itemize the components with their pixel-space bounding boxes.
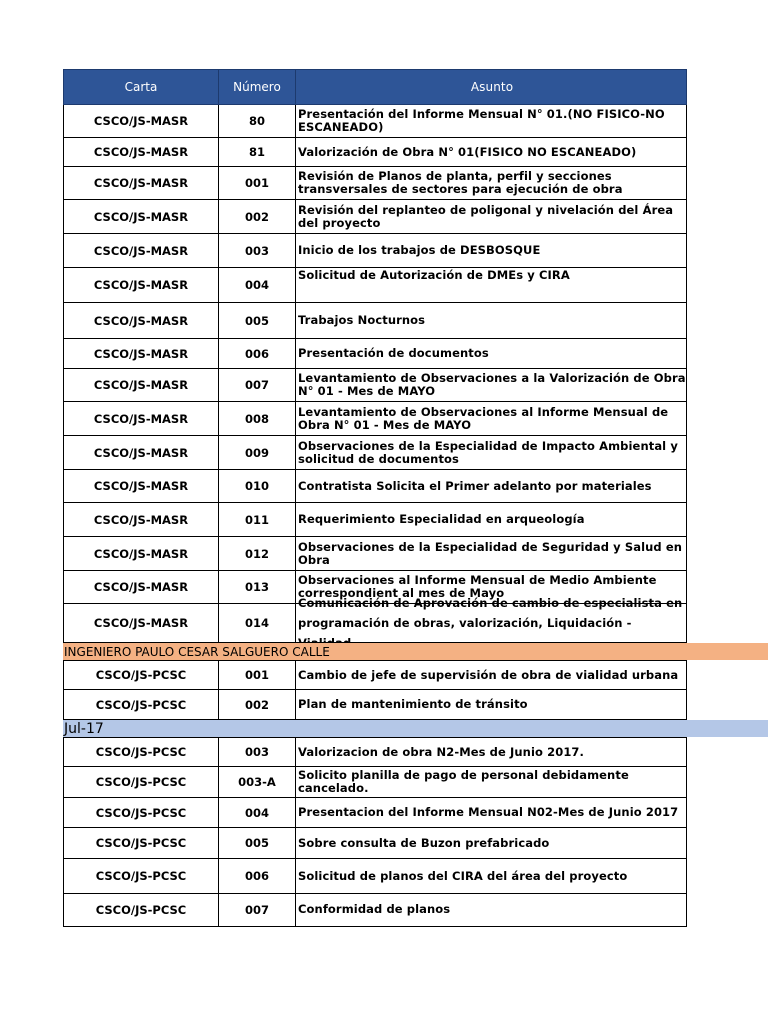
cell-numero[interactable]: 003 (219, 234, 296, 268)
cell-carta[interactable]: CSCO/JS-PCSC (63, 894, 219, 927)
cell-numero[interactable]: 002 (219, 690, 296, 720)
cell-carta[interactable]: CSCO/JS-MASR (63, 503, 219, 537)
cell-numero[interactable]: 009 (219, 436, 296, 470)
cell-asunto[interactable]: Presentación de documentos (296, 339, 687, 369)
table-row[interactable] (63, 859, 687, 894)
table-row[interactable] (63, 268, 687, 303)
table-row[interactable] (63, 894, 687, 927)
cell-numero[interactable]: 007 (219, 894, 296, 927)
cell-asunto[interactable]: Inicio de los trabajos de DESBOSQUE (296, 234, 687, 268)
cell-numero[interactable]: 004 (219, 798, 296, 828)
cell-asunto[interactable]: Trabajos Nocturnos (296, 303, 687, 339)
table-row[interactable] (63, 596, 687, 643)
cell-carta[interactable]: CSCO/JS-PCSC (63, 661, 219, 690)
table-row[interactable] (63, 105, 687, 138)
cell-asunto[interactable]: Sobre consulta de Buzon prefabricado (296, 828, 687, 859)
cell-asunto[interactable]: Contratista Solicita el Primer adelanto por materiales (296, 470, 687, 503)
cell-numero[interactable]: 001 (219, 661, 296, 690)
cell-numero[interactable]: 006 (219, 339, 296, 369)
header-numero[interactable]: Número (219, 69, 296, 105)
cell-asunto[interactable]: Revisión del replanteo de poligonal y nivelación del Área del proyecto (296, 200, 687, 234)
cell-carta[interactable]: CSCO/JS-PCSC (63, 859, 219, 894)
cell-numero[interactable]: 005 (219, 303, 296, 339)
cell-carta[interactable]: CSCO/JS-MASR (63, 138, 219, 167)
cell-carta[interactable]: CSCO/JS-MASR (63, 303, 219, 339)
table-row[interactable] (63, 537, 687, 571)
cell-asunto[interactable]: Observaciones al Informe Mensual de Medio Ambiente correspondient al mes de Mayo (296, 571, 687, 604)
cell-asunto[interactable]: Levantamiento de Observaciones al Informe Mensual de Obra N° 01 - Mes de MAYO (296, 402, 687, 436)
cell-carta[interactable]: CSCO/JS-MASR (63, 200, 219, 234)
cell-carta[interactable]: CSCO/JS-MASR (63, 339, 219, 369)
cell-asunto[interactable]: Comunicación de Aprovación de cambio de especialista en programación de obras, valorización, Liquidación - (296, 604, 687, 643)
cell-numero[interactable]: 003-A (219, 767, 296, 798)
cell-numero[interactable]: 013 (219, 571, 296, 604)
cell-numero[interactable]: 012 (219, 537, 296, 571)
cell-carta[interactable]: CSCO/JS-MASR (63, 470, 219, 503)
cell-asunto[interactable]: Observaciones de la Especialidad de Impacto Ambiental y solicitud de documentos (296, 436, 687, 470)
cell-asunto[interactable]: Valorización de Obra N° 01(FISICO NO ESCANEADO) (296, 138, 687, 167)
cell-asunto[interactable]: Plan de mantenimiento de tránsito (296, 690, 687, 720)
cell-numero[interactable]: 014 (219, 604, 296, 643)
table-row[interactable] (63, 369, 687, 402)
cell-carta[interactable]: CSCO/JS-PCSC (63, 798, 219, 828)
table-row[interactable] (63, 737, 687, 767)
cell-asunto[interactable]: Revisión de Planos de planta, perfil y secciones transversales de sectores para ejecución de obra (296, 167, 687, 200)
cell-carta[interactable]: CSCO/JS-MASR (63, 571, 219, 604)
table-row[interactable] (63, 138, 687, 167)
cell-numero[interactable]: 80 (219, 105, 296, 138)
cell-carta[interactable]: CSCO/JS-PCSC (63, 767, 219, 798)
month-section-band[interactable]: Jul-17 (63, 720, 768, 737)
cell-carta[interactable]: CSCO/JS-MASR (63, 167, 219, 200)
cell-carta[interactable]: CSCO/JS-MASR (63, 369, 219, 402)
table-row[interactable] (63, 690, 687, 720)
cell-numero[interactable]: 011 (219, 503, 296, 537)
cell-carta[interactable]: CSCO/JS-PCSC (63, 690, 219, 720)
table-row[interactable] (63, 798, 687, 828)
cell-asunto[interactable]: Solicito planilla de pago de personal debidamente cancelado. (296, 767, 687, 798)
cell-carta[interactable]: CSCO/JS-MASR (63, 436, 219, 470)
table-row[interactable] (63, 436, 687, 470)
cell-asunto[interactable]: Levantamiento de Observaciones a la Valorización de Obra N° 01 - Mes de MAYO (296, 369, 687, 402)
cell-asunto[interactable]: Observaciones de la Especialidad de Seguridad y Salud en Obra (296, 537, 687, 571)
header-asunto[interactable]: Asunto (296, 69, 687, 105)
table-row[interactable] (63, 402, 687, 436)
cell-asunto[interactable]: Conformidad de planos (296, 894, 687, 927)
table-row[interactable] (63, 200, 687, 234)
cell-numero[interactable]: 004 (219, 268, 296, 303)
cell-carta[interactable]: CSCO/JS-MASR (63, 537, 219, 571)
cell-carta[interactable]: CSCO/JS-MASR (63, 402, 219, 436)
cell-numero[interactable]: 003 (219, 738, 296, 767)
cell-carta[interactable]: CSCO/JS-MASR (63, 105, 219, 138)
cell-numero[interactable]: 010 (219, 470, 296, 503)
cell-carta[interactable]: CSCO/JS-MASR (63, 604, 219, 643)
cell-numero[interactable]: 008 (219, 402, 296, 436)
engineer-section-band[interactable]: INGENIERO PAULO CESAR SALGUERO CALLE (63, 643, 768, 660)
table-row[interactable] (63, 828, 687, 859)
cell-carta[interactable]: CSCO/JS-PCSC (63, 738, 219, 767)
table-row[interactable] (63, 660, 687, 690)
table-row[interactable] (63, 234, 687, 268)
table-row[interactable] (63, 767, 687, 798)
cell-numero[interactable]: 005 (219, 828, 296, 859)
cell-asunto[interactable]: Cambio de jefe de supervisión de obra de vialidad urbana (296, 661, 687, 690)
cell-numero[interactable]: 002 (219, 200, 296, 234)
cell-numero[interactable]: 006 (219, 859, 296, 894)
cell-asunto[interactable]: Presentación del Informe Mensual N° 01.(NO FISICO-NO ESCANEADO) (296, 105, 687, 138)
table-row[interactable] (63, 167, 687, 200)
cell-carta[interactable]: CSCO/JS-PCSC (63, 828, 219, 859)
table-row[interactable] (63, 339, 687, 369)
cell-numero[interactable]: 001 (219, 167, 296, 200)
cell-asunto[interactable]: Solicitud de planos del CIRA del área del proyecto (296, 859, 687, 894)
cell-carta[interactable]: CSCO/JS-MASR (63, 268, 219, 303)
cell-carta[interactable]: CSCO/JS-MASR (63, 234, 219, 268)
header-carta[interactable]: Carta (63, 69, 219, 105)
cell-asunto[interactable]: Requerimiento Especialidad en arqueología (296, 503, 687, 537)
cell-asunto[interactable]: Valorizacion de obra N2-Mes de Junio 2017. (296, 738, 687, 767)
table-row[interactable] (63, 503, 687, 537)
table-row[interactable] (63, 470, 687, 503)
cell-asunto[interactable]: Solicitud de Autorización de DMEs y CIRA (296, 268, 687, 303)
cell-numero[interactable]: 81 (219, 138, 296, 167)
table-row[interactable] (63, 303, 687, 339)
cell-numero[interactable]: 007 (219, 369, 296, 402)
cell-asunto[interactable]: Presentacion del Informe Mensual N02-Mes de Junio 2017 (296, 798, 687, 828)
table-header (63, 69, 687, 105)
